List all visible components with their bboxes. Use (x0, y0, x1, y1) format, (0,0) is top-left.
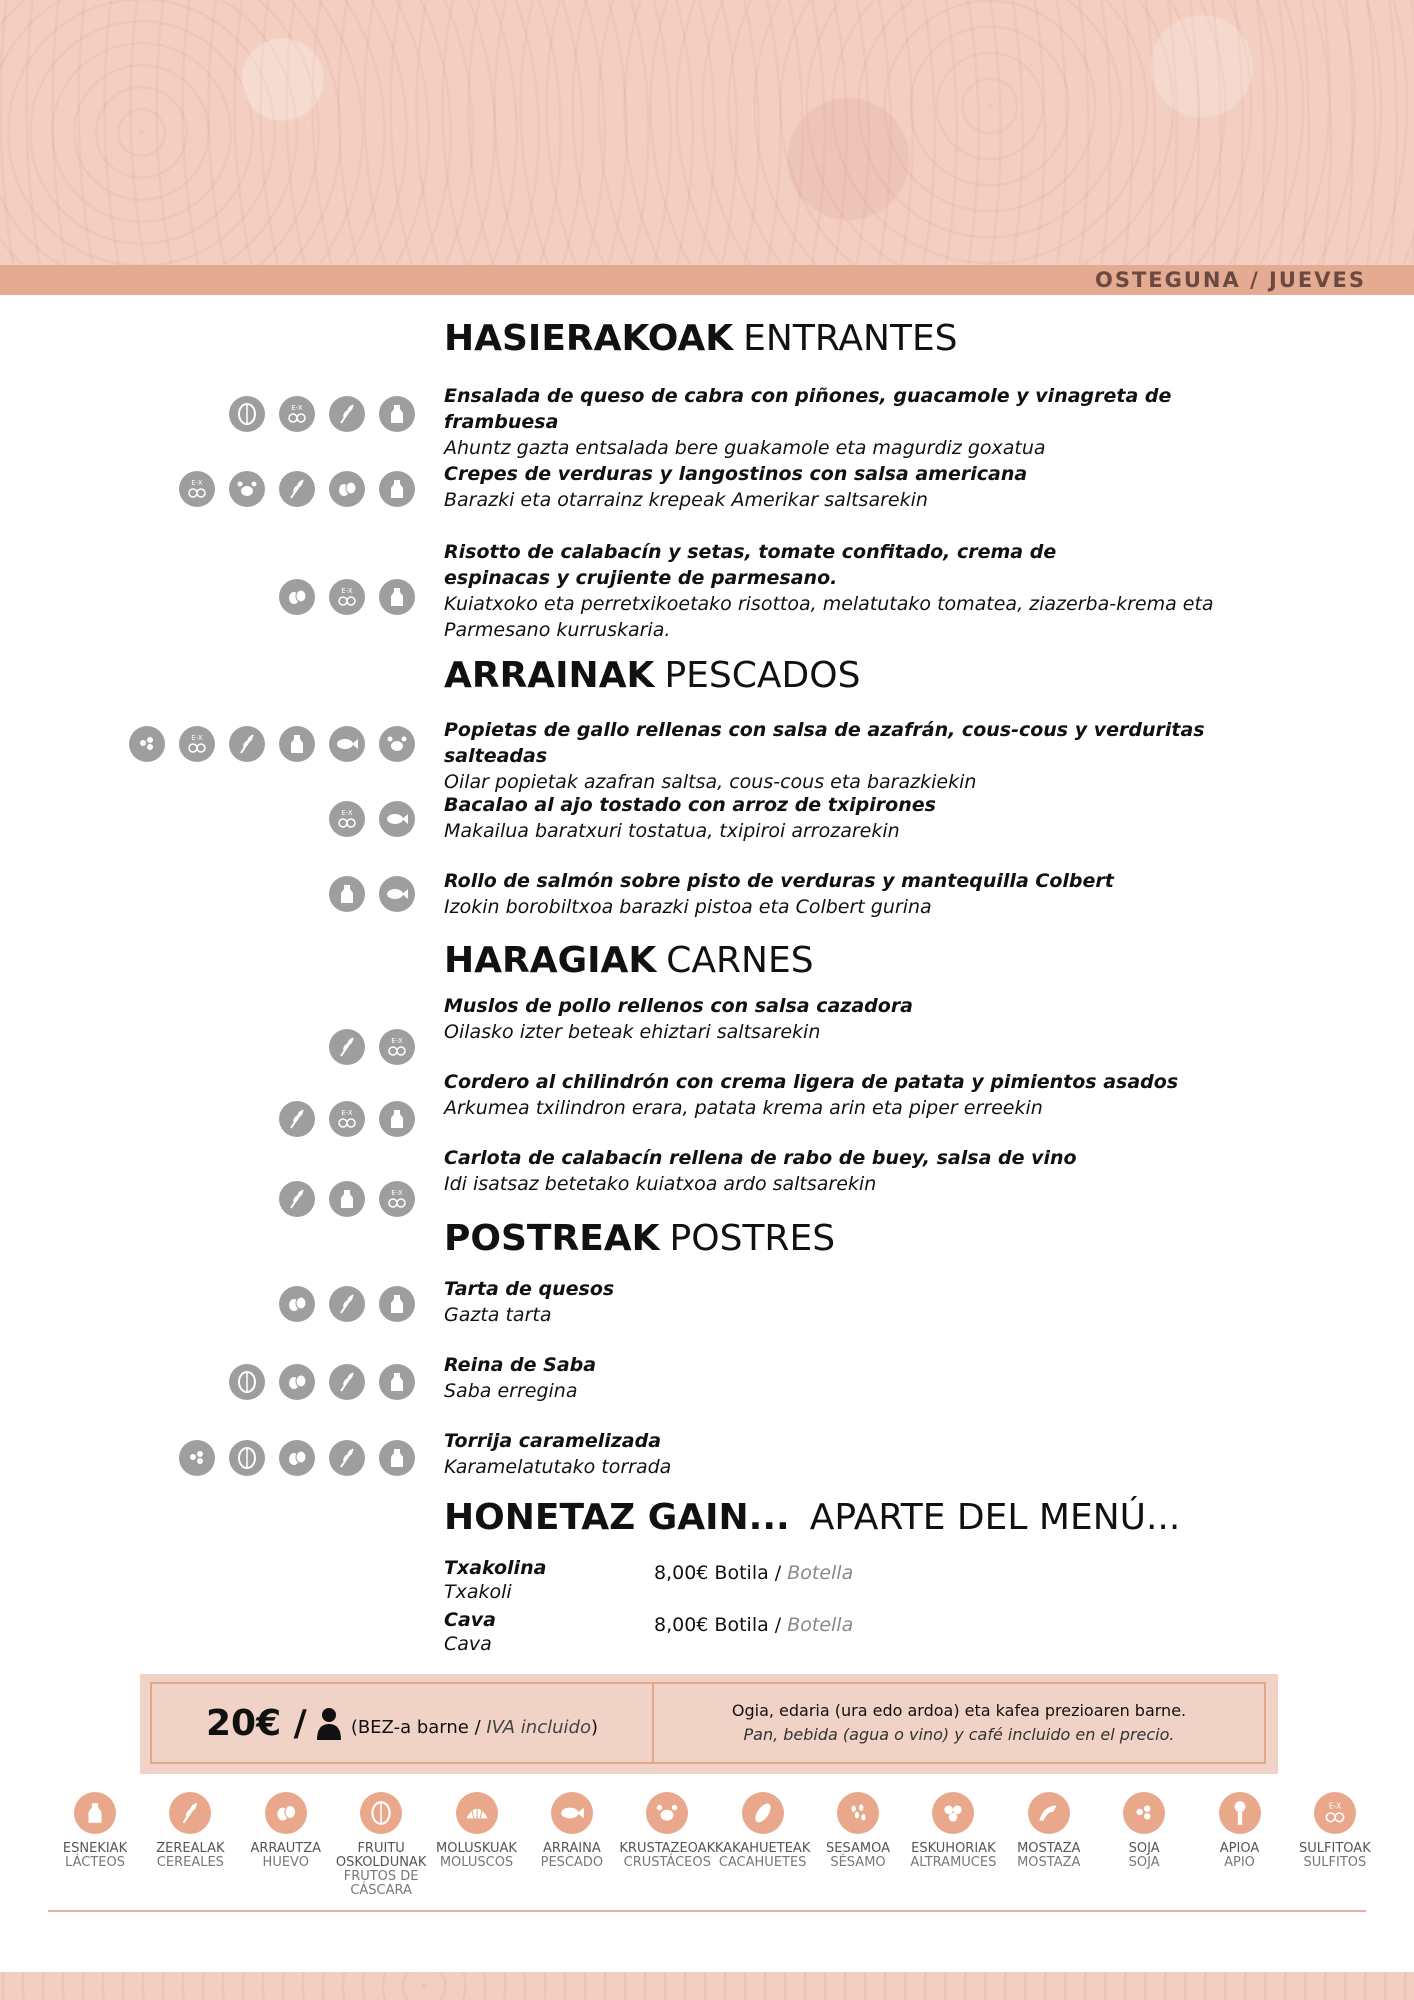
allergen-icons (179, 471, 415, 507)
legend-item-cereals (145, 1792, 235, 1898)
legend-item-dairy (50, 1792, 140, 1898)
cereals-icon (329, 396, 365, 432)
dish-name-es: Reina de Saba (444, 1354, 597, 1376)
legend-item-nuts (336, 1792, 426, 1898)
price-section (152, 1684, 654, 1762)
legend-item-lupin (908, 1792, 998, 1898)
dish-name-es: Popietas de gallo rellenas con salsa de azafrán, cous-cous y verduritas salteadas (444, 719, 1205, 767)
svg-text:E-X: E-X (191, 734, 203, 742)
extra-name-es: Cava (444, 1633, 492, 1655)
allergen-icons (279, 579, 415, 615)
dish-name-es: Cordero al chilindrón con crema ligera de patata y pimientos asados (444, 1071, 1179, 1093)
cereals-icon (329, 1364, 365, 1400)
allergen-icons (179, 1440, 415, 1476)
menu-price: 20€ / (205, 1702, 307, 1744)
legend-label-eu: FRUITU OSKOLDUNAK (335, 1841, 427, 1870)
dish-name-eu: Oilar popietak azafran saltsa, cous-cous eta barazkiekin (444, 771, 977, 793)
extra-item (444, 1608, 1044, 1660)
dish-name-eu: Karamelatutako torrada (444, 1456, 672, 1478)
dairy-icon (379, 1286, 415, 1322)
legend-label-eu: SESAMOA (826, 1841, 890, 1856)
legend-item-fish (527, 1792, 617, 1898)
cereals-icon (229, 726, 265, 762)
fish-icon (379, 876, 415, 912)
price-box (140, 1674, 1278, 1774)
allergen-icons (329, 1029, 415, 1065)
cereals-icon (329, 1286, 365, 1322)
extra-name-es: Txakoli (444, 1581, 512, 1603)
soy-icon (179, 1440, 215, 1476)
section-title-es: ENTRANTES (743, 318, 958, 359)
dish-name-es: Crepes de verduras y langostinos con salsa americana (444, 463, 1028, 485)
svg-text:E-X: E-X (1328, 1801, 1341, 1811)
egg-icon (279, 579, 315, 615)
extra-price-es: Botella (787, 1562, 854, 1584)
section-title-entrantes (444, 318, 958, 359)
svg-text:E-X: E-X (341, 1109, 353, 1117)
sulphites-icon (329, 1101, 365, 1137)
includes-section (654, 1684, 1264, 1762)
extra-name-eu: Txakolina (444, 1557, 547, 1579)
section-title-eu: POSTREAK (444, 1218, 660, 1259)
cereals-icon (329, 1440, 365, 1476)
legend-label-eu: MOSTAZA (1017, 1841, 1081, 1856)
cereals-icon (279, 471, 315, 507)
nuts-icon (360, 1792, 402, 1834)
allergen-icons (129, 726, 415, 762)
legend-item-soy (1099, 1792, 1189, 1898)
section-title-eu: HARAGIAK (444, 940, 657, 981)
legend-label-es: APIO (1224, 1855, 1255, 1870)
cereals-icon (279, 1181, 315, 1217)
includes-es: Pan, bebida (agua o vino) y café incluido en el precio. (743, 1725, 1175, 1744)
legend-label-eu: KAKAHUETEAK (714, 1841, 811, 1856)
dish-item (444, 1428, 1274, 1480)
nuts-icon (229, 396, 265, 432)
dairy-icon (379, 579, 415, 615)
egg-icon (329, 471, 365, 507)
dish-name-es: Bacalao al ajo tostado con arroz de txipirones (444, 794, 936, 816)
sulphites-icon (379, 1181, 415, 1217)
dairy-icon (279, 726, 315, 762)
svg-text:E-X: E-X (341, 587, 353, 595)
dish-item (444, 383, 1274, 461)
allergen-icons (229, 396, 415, 432)
dish-name-es: Torrija caramelizada (444, 1430, 662, 1452)
legend-label-eu: ESNEKIAK (62, 1841, 128, 1856)
sulphites-icon (1314, 1792, 1356, 1834)
legend-label-eu: KRUSTAZEOAK (619, 1841, 716, 1856)
legend-item-sesame (813, 1792, 903, 1898)
footer-divider (48, 1910, 1366, 1912)
dish-name-eu: Arkumea txilindron erara, patata krema arin eta piper erreekin (444, 1097, 1043, 1119)
fish-icon (379, 801, 415, 837)
cereals-icon (279, 1101, 315, 1137)
svg-text:E-X: E-X (191, 479, 203, 487)
dish-item (444, 868, 1274, 920)
egg-icon (279, 1286, 315, 1322)
sulphites-icon (179, 726, 215, 762)
svg-text:E-X: E-X (291, 404, 303, 412)
dish-name-es: Carlota de calabacín rellena de rabo de buey, salsa de vino (444, 1147, 1077, 1169)
allergen-icons (329, 801, 415, 837)
extra-price (654, 1562, 853, 1584)
svg-text:E-X: E-X (391, 1037, 403, 1045)
cereals-icon (329, 1029, 365, 1065)
dish-name-eu: Barazki eta otarrainz krepeak Amerikar saltsarekin (444, 489, 928, 511)
crustaceans-icon (229, 471, 265, 507)
includes-eu: Ogia, edaria (ura edo ardoa) eta kafea prezioaren barne. (731, 1701, 1187, 1720)
day-banner (0, 265, 1414, 295)
crustaceans-icon (646, 1792, 688, 1834)
dairy-icon (379, 1440, 415, 1476)
allergen-icons (279, 1181, 415, 1217)
mustard-icon (1028, 1792, 1070, 1834)
egg-icon (265, 1792, 307, 1834)
legend-item-sulphites (1290, 1792, 1380, 1898)
lupin-icon (932, 1792, 974, 1834)
dish-name-eu: Makailua baratxuri tostatua, txipiroi arrozarekin (444, 820, 900, 842)
dish-item (444, 1352, 1274, 1404)
legend-label-es: CEREALES (156, 1855, 224, 1870)
soy-icon (1123, 1792, 1165, 1834)
dish-item (444, 717, 1274, 795)
extras-list (444, 1556, 1044, 1660)
dish-name-es: Ensalada de queso de cabra con piñones, guacamole y vinagreta de frambuesa (444, 385, 1172, 433)
sulphites-icon (179, 471, 215, 507)
sulphites-icon (329, 579, 365, 615)
price-box-inner (150, 1682, 1266, 1764)
section-title-es: CARNES (666, 940, 814, 981)
allergen-icons (279, 1286, 415, 1322)
dish-name-eu: Ahuntz gazta entsalada bere guakamole eta magurdiz goxatua (444, 437, 1046, 459)
section-title-eu: ARRAINAK (444, 655, 655, 696)
legend-item-peanuts (714, 1792, 811, 1898)
dish-item (444, 792, 1274, 844)
legend-item-mustard (1004, 1792, 1094, 1898)
dish-name-eu: Idi isatsaz betetako kuiatxoa ardo saltsarekin (444, 1173, 877, 1195)
vat-note-es: IVA incluido (486, 1716, 591, 1738)
molluscs-icon (456, 1792, 498, 1834)
allergen-legend (50, 1792, 1380, 1898)
sulphites-icon (329, 801, 365, 837)
extra-price-eu: 8,00€ Botila / (654, 1562, 782, 1584)
dish-item (444, 1069, 1274, 1121)
peanut-icon (742, 1792, 784, 1834)
dish-item (444, 461, 1274, 513)
legend-label-es: LÁCTEOS (65, 1855, 125, 1870)
cereals-icon (169, 1792, 211, 1834)
legend-label-es: CRUSTÁCEOS (623, 1855, 711, 1870)
floral-footer-background (0, 1972, 1414, 2000)
legend-label-es: SULFITOS (1303, 1855, 1367, 1870)
dish-name-eu: Oilasko izter beteak ehiztari saltsarekin (444, 1021, 821, 1043)
dish-item (444, 993, 1274, 1045)
allergen-icons (279, 1101, 415, 1137)
legend-label-es: MOSTAZA (1017, 1855, 1081, 1870)
legend-label-eu: ZEREALAK (156, 1841, 225, 1856)
legend-label-eu: SOJA (1128, 1841, 1160, 1856)
dish-name-es: Tarta de quesos (444, 1278, 615, 1300)
dish-name-es: Rollo de salmón sobre pisto de verduras y mantequilla Colbert (444, 870, 1114, 892)
legend-label-es: CACAHUETES (718, 1855, 807, 1870)
dish-item (444, 1276, 1274, 1328)
dish-name-eu: Gazta tarta (444, 1304, 552, 1326)
sulphites-icon (279, 396, 315, 432)
legend-item-egg (241, 1792, 331, 1898)
vat-note-eu: (BEZ-a barne / (350, 1716, 481, 1738)
legend-label-es: FRUTOS DE CÁSCARA (343, 1869, 419, 1898)
legend-label-es: MOLUSCOS (439, 1855, 514, 1870)
vat-note (351, 1717, 598, 1738)
dairy-icon (74, 1792, 116, 1834)
dairy-icon (329, 876, 365, 912)
fish-icon (329, 726, 365, 762)
legend-label-es: PESCADO (540, 1855, 604, 1870)
soy-icon (129, 726, 165, 762)
dish-name-es: Risotto de calabacín y setas, tomate confitado, crema de espinacas y crujiente de parmesano. (444, 541, 1057, 589)
section-title-es: APARTE DEL MENÚ... (809, 1497, 1181, 1538)
section-title-carnes (444, 940, 814, 981)
legend-label-eu: ARRAINA (542, 1841, 601, 1856)
sulphites-icon (379, 1029, 415, 1065)
legend-label-es: ALTRAMUCES (910, 1855, 997, 1870)
vat-note-close: ) (590, 1716, 598, 1738)
legend-label-eu: ARRAUTZA (250, 1841, 322, 1856)
celery-icon (1219, 1792, 1261, 1834)
extra-price-es: Botella (787, 1614, 854, 1636)
dish-name-es: Muslos de pollo rellenos con salsa cazadora (444, 995, 914, 1017)
floral-header-background (0, 0, 1414, 265)
person-icon (315, 1706, 343, 1740)
legend-item-molluscs (432, 1792, 522, 1898)
dairy-icon (329, 1181, 365, 1217)
egg-icon (279, 1364, 315, 1400)
legend-label-es: SOJA (1128, 1855, 1160, 1870)
legend-label-eu: SULFITOAK (1299, 1841, 1371, 1856)
allergen-icons (329, 876, 415, 912)
extra-item (444, 1556, 1044, 1608)
legend-label-es: HUEVO (262, 1855, 309, 1870)
section-title-pescados (444, 655, 860, 696)
extra-price-eu: 8,00€ Botila / (654, 1614, 782, 1636)
section-title-eu: HONETAZ GAIN... (444, 1497, 790, 1538)
dish-item (444, 1145, 1274, 1197)
dish-name-eu: Kuiatxoko eta perretxikoetako risottoa, melatutako tomatea, ziazerba-krema eta Parmesano kurruskaria. (444, 593, 1214, 641)
extra-name-eu: Cava (444, 1609, 496, 1631)
section-title-eu: HASIERAKOAK (444, 318, 734, 359)
legend-item-crustaceans (619, 1792, 716, 1898)
legend-label-eu: MOLUSKUAK (436, 1841, 517, 1856)
legend-label-eu: ESKUHORIAK (911, 1841, 996, 1856)
section-title-postres (444, 1218, 835, 1259)
extra-price (654, 1614, 853, 1636)
svg-text:E-X: E-X (391, 1189, 403, 1197)
dairy-icon (379, 1101, 415, 1137)
legend-item-celery (1195, 1792, 1285, 1898)
svg-text:E-X: E-X (341, 809, 353, 817)
legend-label-eu: APIOA (1219, 1841, 1260, 1856)
legend-label-es: SÉSAMO (830, 1855, 886, 1870)
crustaceans-icon (379, 726, 415, 762)
dish-name-eu: Izokin borobiltxoa barazki pistoa eta Colbert gurina (444, 896, 932, 918)
section-title-aparte (444, 1497, 1180, 1538)
day-label: OSTEGUNA / JUEVES (1095, 268, 1366, 292)
egg-icon (279, 1440, 315, 1476)
dish-name-eu: Saba erregina (444, 1380, 578, 1402)
dish-item (444, 539, 1274, 643)
allergen-icons (229, 1364, 415, 1400)
sesame-icon (837, 1792, 879, 1834)
dairy-icon (379, 396, 415, 432)
section-title-es: PESCADOS (664, 655, 861, 696)
nuts-icon (229, 1364, 265, 1400)
dairy-icon (379, 1364, 415, 1400)
section-title-es: POSTRES (669, 1218, 836, 1259)
nuts-icon (229, 1440, 265, 1476)
dairy-icon (379, 471, 415, 507)
fish-icon (551, 1792, 593, 1834)
